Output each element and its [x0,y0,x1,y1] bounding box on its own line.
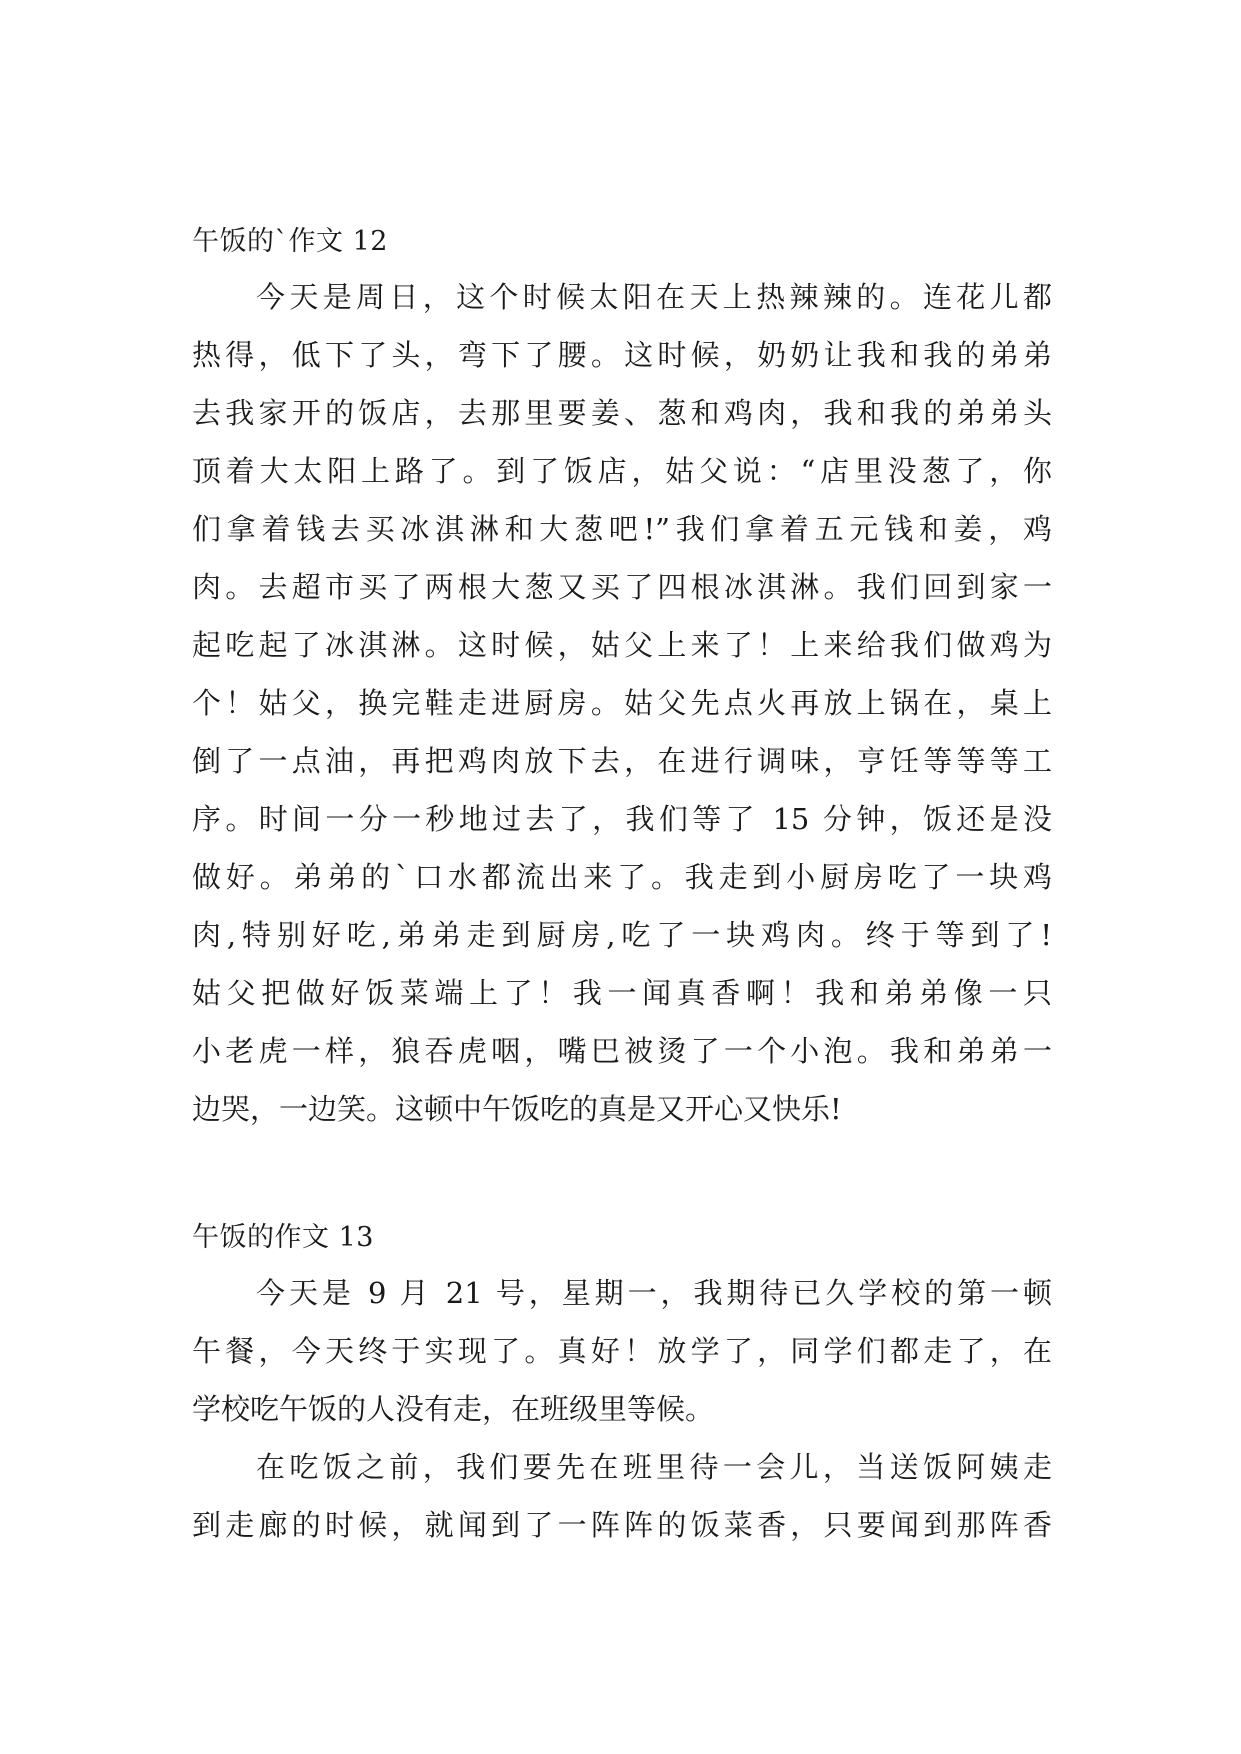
text-line: 学校吃午饭的人没有走，在班级里等候。 [192,1392,715,1426]
text-line: 小老虎一样，狼吞虎咽，嘴巴被烫了一个小泡。我和弟弟一 [192,1034,1052,1068]
text-line: 今天是 9 月 21 号，星期一，我期待已久学校的第一顿 [256,1276,1052,1310]
essay-title: 午饭的作文 13 [192,1222,374,1253]
text-line: 起吃起了冰淇淋。这时候，姑父上来了！上来给我们做鸡为 [192,628,1052,662]
essay-body [192,1264,1052,1554]
text-line: 去我家开的饭店，去那里要姜、葱和鸡肉，我和我的弟弟头 [192,396,1052,430]
text-line: 肉,特别好吃,弟弟走到厨房,吃了一块鸡肉。终于等到了! [192,918,1052,952]
text-line: 们拿着钱去买冰淇淋和大葱吧!”我们拿着五元钱和姜，鸡 [192,512,1052,546]
essay-13 [192,1218,1052,1554]
text-line: 姑父把做好饭菜端上了！我一闻真香啊！我和弟弟像一只 [192,976,1052,1010]
text-line: 肉。去超市买了两根大葱又买了四根冰淇淋。我们回到家一 [192,570,1052,604]
text-line: 序。时间一分一秒地过去了，我们等了 15 分钟，饭还是没 [192,802,1052,836]
essay-12 [192,222,1052,1138]
text-line: 倒了一点油，再把鸡肉放下去，在进行调味，亨饪等等等工 [192,744,1052,778]
text-line: 做好。弟弟的`口水都流出来了。我走到小厨房吃了一块鸡 [192,860,1052,894]
text-line: 个！姑父，换完鞋走进厨房。姑父先点火再放上锅在，桌上 [192,686,1052,720]
text-line: 午餐，今天终于实现了。真好！放学了，同学们都走了，在 [192,1334,1052,1368]
text-line: 今天是周日，这个时候太阳在天上热辣辣的。连花儿都 [256,280,1052,314]
text-line: 到走廊的时候，就闻到了一阵阵的饭菜香，只要闻到那阵香 [192,1508,1052,1542]
text-line: 热得，低下了头，弯下了腰。这时候，奶奶让我和我的弟弟 [192,338,1052,372]
essay-title: 午饭的`作文 12 [192,226,388,257]
essay-body [192,268,1052,1138]
text-line: 在吃饭之前，我们要先在班里待一会儿，当送饭阿姨走 [256,1450,1052,1484]
text-line: 顶着大太阳上路了。到了饭店，姑父说：“店里没葱了，你 [192,454,1052,488]
text-line: 边哭，一边笑。这顿中午饭吃的真是又开心又快乐! [192,1092,842,1126]
